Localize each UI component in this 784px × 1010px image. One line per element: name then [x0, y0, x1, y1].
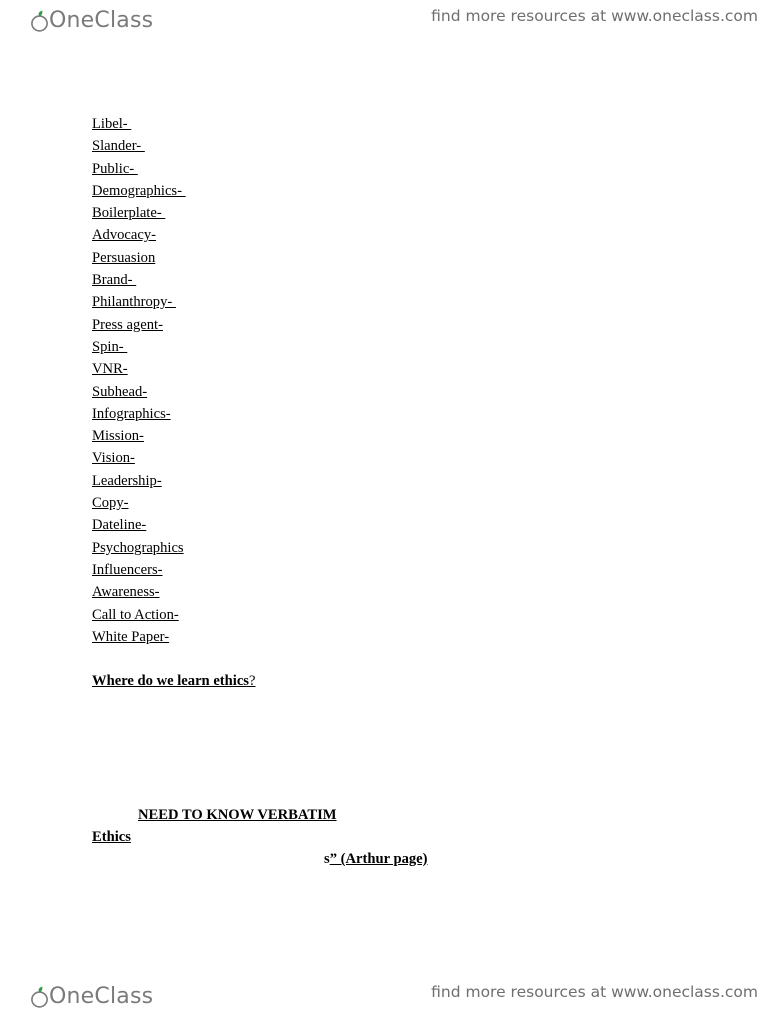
- term-item: Philanthropy-: [92, 294, 176, 311]
- term-item: Dateline-: [92, 517, 147, 534]
- arthur-page-quote: [324, 849, 428, 869]
- term-item: Spin-: [92, 338, 128, 355]
- verbatim-heading: NEED TO KNOW VERBATIM: [138, 807, 337, 823]
- term-item: Copy-: [92, 495, 129, 512]
- question-bold-text: Where do we learn ethics: [92, 673, 249, 689]
- term-list: [92, 113, 186, 648]
- term-item: VNR-: [92, 361, 128, 378]
- term-item: Leadership-: [92, 472, 162, 489]
- term-item: White Paper-: [92, 628, 170, 645]
- ethics-heading: Ethics: [92, 829, 131, 845]
- term-item: Slander-: [92, 138, 145, 155]
- resources-link[interactable]: find more resources at www.oneclass.com: [431, 7, 758, 25]
- oneclass-leaf-logo-icon: [30, 10, 49, 32]
- page-footer: [0, 976, 784, 1010]
- term-item: Influencers-: [92, 561, 163, 578]
- page-header: [0, 0, 784, 34]
- quote-prefix: s: [324, 851, 330, 867]
- term-item: Awareness-: [92, 584, 160, 601]
- term-item: Boilerplate-: [92, 205, 166, 222]
- term-item: Psychographics: [92, 539, 184, 556]
- term-item: Infographics-: [92, 405, 171, 422]
- term-item: Public-: [92, 160, 138, 177]
- term-item: Press agent-: [92, 316, 163, 333]
- question-mark: ?: [249, 673, 256, 689]
- term-item: Demographics-: [92, 182, 186, 199]
- term-item: Advocacy-: [92, 227, 157, 244]
- oneclass-leaf-logo-icon: [30, 986, 49, 1008]
- term-item: Brand-: [92, 272, 137, 289]
- term-item: Subhead-: [92, 383, 148, 400]
- quote-attribution: ” (Arthur page): [329, 851, 428, 867]
- logo-text: OneClass: [49, 8, 154, 33]
- term-item: Call to Action-: [92, 606, 179, 623]
- ethics-question: [92, 671, 255, 691]
- term-item: Persuasion: [92, 249, 156, 266]
- term-item: Mission-: [92, 428, 144, 445]
- oneclass-logo[interactable]: [30, 980, 153, 1008]
- term-item: Vision-: [92, 450, 135, 467]
- resources-link[interactable]: find more resources at www.oneclass.com: [431, 983, 758, 1001]
- logo-text: OneClass: [49, 984, 154, 1009]
- term-item: Libel-: [92, 116, 132, 132]
- oneclass-logo[interactable]: [30, 4, 153, 32]
